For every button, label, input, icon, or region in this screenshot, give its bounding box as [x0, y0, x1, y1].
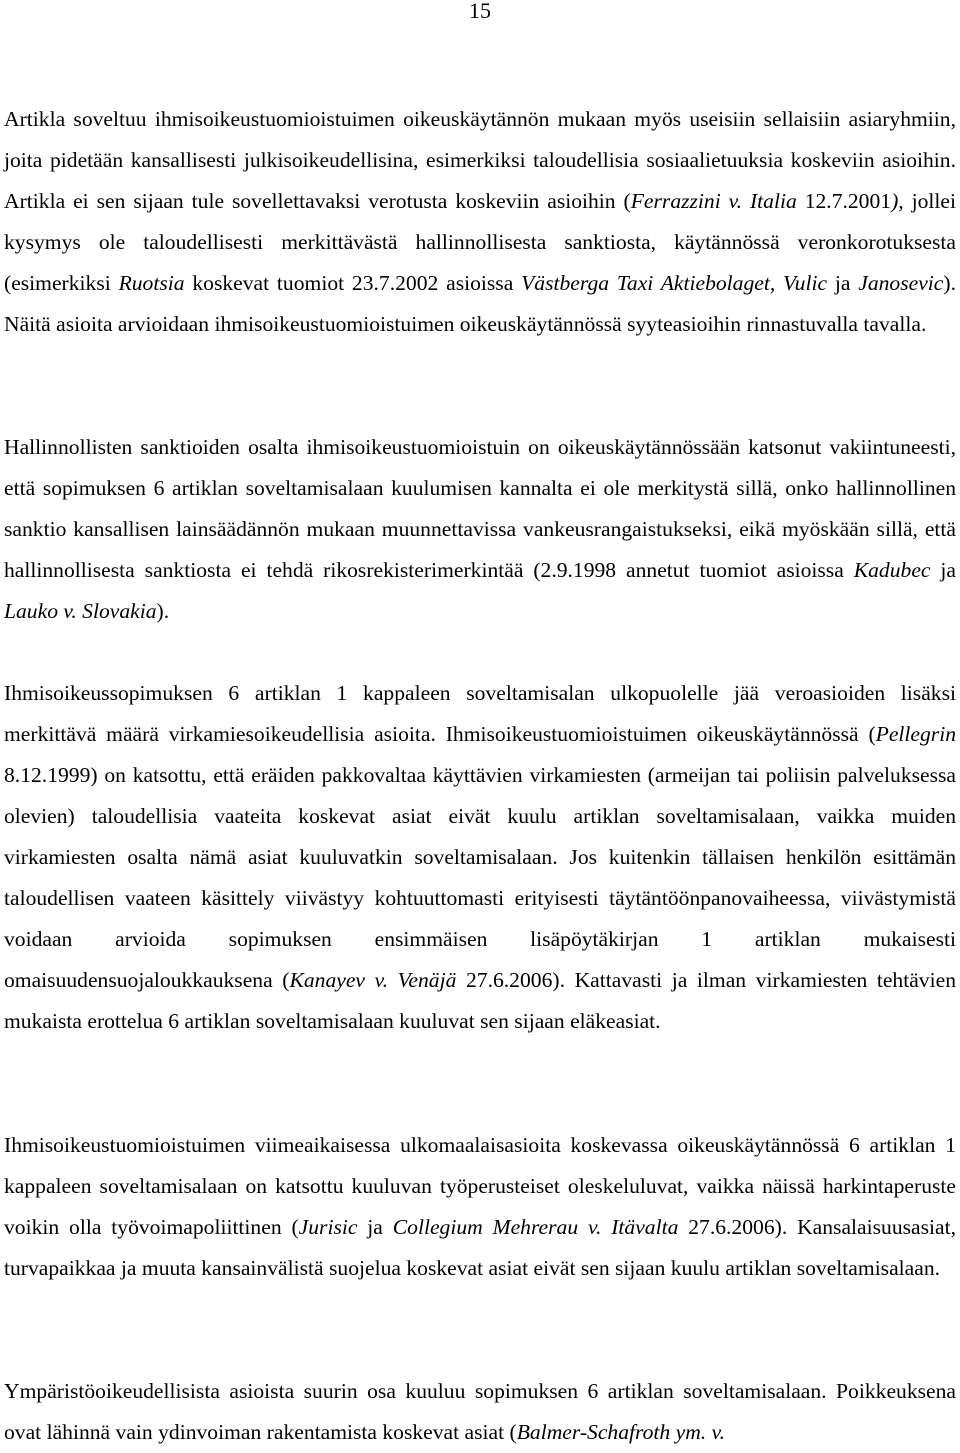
case-name: Ferrazzini v. Italia — [630, 189, 797, 213]
case-name: Västberga Taxi Aktiebolaget, Vulic — [521, 271, 828, 295]
paragraph-1 — [4, 99, 956, 345]
case-name: Collegium Mehrerau v. Itävalta — [392, 1215, 679, 1239]
text-segment: ). Näitä asioita arvioidaan ihmisoikeustuomioistuimen oikeuskäytännössä syyteasioihin rinnastuvalla tavalla. — [4, 271, 956, 336]
text-segment: ). — [156, 599, 170, 623]
text-segment: jollei kysymys ole taloudellisesti merkittävästä hallinnollisesta sanktiosta, käytännössä veronkorotuksesta (esimerkiksi — [4, 189, 956, 295]
text-segment: Ympäristöoikeudellisista asioista suurin osa kuuluu sopimuksen 6 artiklan soveltamisalaan. Poikkeuksena ovat lähinnä vain ydinvoiman rakentamista koskevat asiat ( — [4, 1379, 956, 1444]
text-segment: Hallinnollisten sanktioiden osalta ihmisoikeustuomioistuin on oikeuskäytännössään katsonut vakiintuneesti, että sopimuksen 6 artiklan soveltamisalaan kuulumisen kannalta ei ole merkitystä sillä, onko hallinnollinen sanktio kansallisen lainsäädännön mukaan muunnettavissa vankeusrangaistukseksi, eikä myöskään sillä, että hallinnollisesta sanktiosta ei tehdä rikosrekisterimerkintää (2.9.1998 annetut tuomiot asioissa — [4, 435, 956, 582]
case-name: Janosevic — [858, 271, 944, 295]
text-segment: 12.7.2001 — [796, 189, 892, 213]
case-name: Jurisic — [298, 1215, 358, 1239]
text-segment: ), — [891, 189, 904, 213]
text-segment: koskevat tuomiot 23.7.2002 asioissa — [184, 271, 522, 295]
text-segment: 27.6.2006). Kansalaisuusasiat, turvapaikkaa ja muuta kansainvälistä suojelua koskevat asiat eivät sen sijaan kuulu artiklan soveltamisalaan. — [4, 1215, 956, 1280]
paragraph-3 — [4, 673, 956, 1042]
case-name: Pellegrin — [875, 722, 956, 746]
case-name: Balmer-Schafroth ym. v. — [516, 1420, 725, 1444]
text-segment: 27.6.2006). Kattavasti ja ilman virkamiesten tehtävien mukaista erottelua 6 artiklan soveltamisalaan kuuluvat sen sijaan eläkeasiat. — [4, 968, 956, 1033]
case-name: Ruotsia — [118, 271, 185, 295]
text-segment: ja — [357, 1215, 393, 1239]
paragraph-4 — [4, 1125, 956, 1289]
text-segment: Ihmisoikeussopimuksen 6 artiklan 1 kappaleen soveltamisalan ulkopuolelle jää veroasioiden lisäksi merkittävä määrä virkamiesoikeudellisia asioita. Ihmisoikeustuomioistuimen oikeuskäytännössä ( — [4, 681, 956, 746]
text-segment: 8.12.1999) on katsottu, että eräiden pakkovaltaa käyttävien virkamiesten (armeijan tai poliisin palveluksessa olevien) taloudellisia vaateita koskevat asiat eivät kuulu artiklan soveltamisalaan, vaikka muiden virkamiesten osalta nämä asiat kuuluvatkin soveltamisalaan. Jos kuitenkin tällaisen henkilön esittämän taloudellisen vaateen käsittely viivästyy kohtuuttomasti erityisesti täytäntöönpanovaiheessa, viivästymistä voidaan arvioida sopimuksen ensimmäisen lisäpöytäkirjan 1 artiklan mukaisesti omaisuudensuojaloukkauksena ( — [4, 763, 956, 992]
paragraph-5 — [4, 1371, 956, 1453]
case-name: Lauko v. Slovakia — [4, 599, 157, 623]
paragraph-2 — [4, 427, 956, 632]
text-segment: Ihmisoikeustuomioistuimen viimeaikaisessa ulkomaalaisasioita koskevassa oikeuskäytännössä 6 artiklan 1 kappaleen soveltamisalaan on katsottu kuuluvan työperusteiset oleskeluluvat, vaikka näissä harkintaperuste voikin olla työvoimapoliittinen ( — [4, 1133, 956, 1239]
text-segment: Artikla soveltuu ihmisoikeustuomioistuimen oikeuskäytännön mukaan myös useisiin sellaisiin asiaryhmiin, joita pidetään kansallisesti julkisoikeudellisina, esimerkiksi taloudellisia sosiaalietuuksia koskeviin asioihin. Artikla ei sen sijaan tule sovellettavaksi verotusta koskeviin asioihin ( — [4, 107, 956, 213]
case-name: Kadubec — [853, 558, 931, 582]
page-number: 15 — [469, 0, 491, 23]
text-segment: ja — [930, 558, 957, 582]
case-name: Kanayev v. Venäjä — [289, 968, 457, 992]
text-segment: ja — [827, 271, 859, 295]
